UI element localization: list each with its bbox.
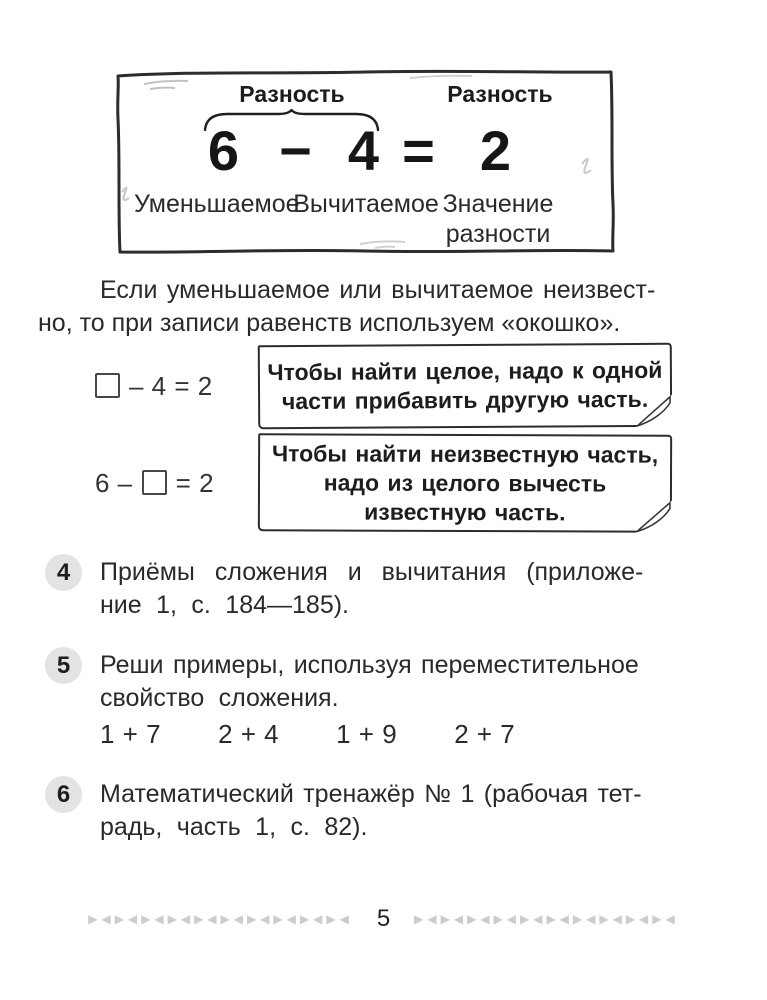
task-line: Приёмы сложения и вычитания (приложе- [100,558,644,586]
minuend-caption: Уменьшаемое [134,190,300,218]
scribble [122,188,129,200]
equation-suffix: = 2 [175,467,215,498]
subtrahend-caption: Вычитаемое [293,190,439,218]
task-line: свойство сложения. [100,684,339,712]
scribble [582,159,591,173]
equation-prefix: 6 – [95,467,133,498]
window-box [95,373,120,398]
task-6 [45,778,725,844]
page-number: 5 [376,905,391,932]
value-caption-line1: Значение [442,190,554,218]
task-5 [45,649,725,751]
scribble [410,76,472,78]
page-footer [0,905,767,933]
task-line: Реши примеры, используя переместительное [100,651,639,679]
scribble [360,241,405,248]
window-row-1 [38,344,728,428]
triangle-divider-right: ▶◀▶◀▶◀▶◀▶◀▶◀▶◀▶◀▶◀▶◀ [414,912,679,926]
scribble [144,81,188,89]
task-number-badge: 4 [45,554,82,591]
example-expression: 1 + 9 [336,719,398,749]
task-line: ние 1, с. 184—185). [100,591,350,619]
difference-diagram [110,64,620,260]
example-expression: 2 + 4 [218,719,280,749]
difference-label-left: Разность [239,81,345,107]
page-curl-icon [635,394,673,428]
equation-suffix: – 4 = 2 [129,370,213,401]
task-text [100,778,690,844]
triangle-divider-left: ▶◀▶◀▶◀▶◀▶◀▶◀▶◀▶◀▶◀▶◀ [88,912,353,926]
intro-line1: Если уменьшаемое или вычитаемое неизвест- [100,276,656,304]
equation-with-window-2 [38,468,258,499]
value-caption [413,189,583,249]
difference-label-right: Разность [447,81,553,107]
window-equation-rows [38,344,728,538]
minuend-digit: 6 [207,119,239,182]
subtrahend-digit: 4 [347,119,379,182]
note-line: части прибавить другую часть. [281,385,649,415]
example-expression: 2 + 7 [454,719,516,749]
window-box [142,470,167,495]
equals-sign: = [402,119,434,182]
note-line: известную часть. [364,498,566,525]
note-line: Чтобы найти целое, надо к одной [267,356,663,386]
task-4 [45,556,725,622]
task-line: Математический тренажёр № 1 (рабочая тет- [100,780,642,808]
window-row-2 [38,434,728,532]
rule-note-part [258,433,672,532]
intro-paragraph [38,274,688,340]
task-number-badge: 5 [45,647,82,684]
rule-note-whole [258,343,673,430]
example-expressions [100,718,690,751]
note-line: надо из целого вычесть [323,469,607,496]
difference-digit: 2 [479,119,511,182]
task-text [100,556,690,622]
task-number-badge: 6 [45,776,82,813]
page-curl-icon [635,500,673,534]
minus-sign: − [279,119,311,182]
task-text [100,649,690,751]
task-list [45,556,725,871]
note-line: Чтобы найти неизвестную часть, [271,439,659,468]
intro-line2: но, то при записи равенств используем «окошко». [38,309,621,337]
example-expression: 1 + 7 [100,719,162,749]
task-line: радь, часть 1, с. 82). [100,813,368,841]
equation-with-window-1 [38,371,258,402]
value-caption-line2: разности [445,220,551,248]
